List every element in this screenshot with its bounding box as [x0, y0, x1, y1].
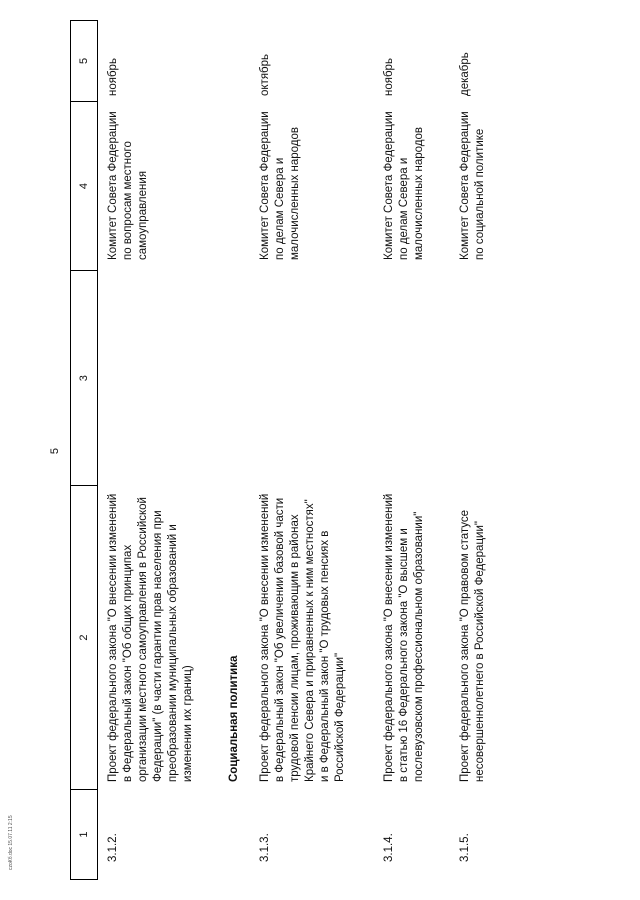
row-number: 3.1.4.	[383, 833, 395, 862]
section-title: Социальная политика	[228, 655, 240, 782]
row-term: октябрь	[259, 53, 271, 96]
rotated-table	[70, 20, 590, 880]
header-col-2: 2	[71, 485, 97, 789]
row-title: Проект федерального закона "О правовом статусе несовершеннолетнего в Российской Федерации"	[459, 509, 486, 782]
row-responsible: Комитет Совета Федерации по делам Севера и малочисленных народов	[259, 111, 301, 260]
table-row	[258, 20, 348, 880]
row-title: Проект федерального закона "О внесении изменений в Федеральный закон "Об увеличении базовой части трудовой пенсии лицам, проживающим в районах Крайнего Севера и приравненных к ним местностях" и в Федеральный закон "О трудовых пенсиях в Российской Федерации"	[259, 493, 346, 782]
row-term: ноябрь	[107, 58, 119, 96]
row-term: декабрь	[459, 52, 471, 96]
header-col-5: 5	[78, 57, 90, 64]
row-title: Проект федерального закона "О внесении изменений в Федеральный закон "Об общих принципах организации местного самоуправления в Российской Федерации" (в части гарантии прав населения при преобразовании муниципальных образований и изменении их границ)	[107, 493, 194, 782]
table-header	[70, 20, 98, 880]
table-row	[382, 20, 427, 880]
table-row	[458, 20, 488, 880]
row-number: 3.1.3.	[259, 833, 271, 862]
row-number: 3.1.5.	[459, 833, 471, 862]
table-row	[106, 20, 196, 880]
row-term: ноябрь	[383, 58, 395, 96]
page-number: 5	[49, 447, 62, 455]
header-col-3: 3	[71, 270, 97, 485]
footer-filename: сzоКб.doc 15.07.11 2:15	[8, 815, 14, 870]
row-responsible: Комитет Совета Федерации по вопросам местного самоуправления	[107, 111, 149, 260]
row-number: 3.1.2.	[107, 833, 119, 862]
header-col-4: 4	[71, 101, 97, 271]
row-title: Проект федерального закона "О внесении изменений в статью 16 Федерального закона "О высшем и послевузовском профессиональном образовании"	[383, 493, 425, 782]
row-responsible: Комитет Совета Федерации по социальной политике	[459, 111, 486, 260]
row-responsible: Комитет Совета Федерации по делам Севера и малочисленных народов	[383, 111, 425, 260]
header-col-1: 1	[71, 789, 97, 879]
